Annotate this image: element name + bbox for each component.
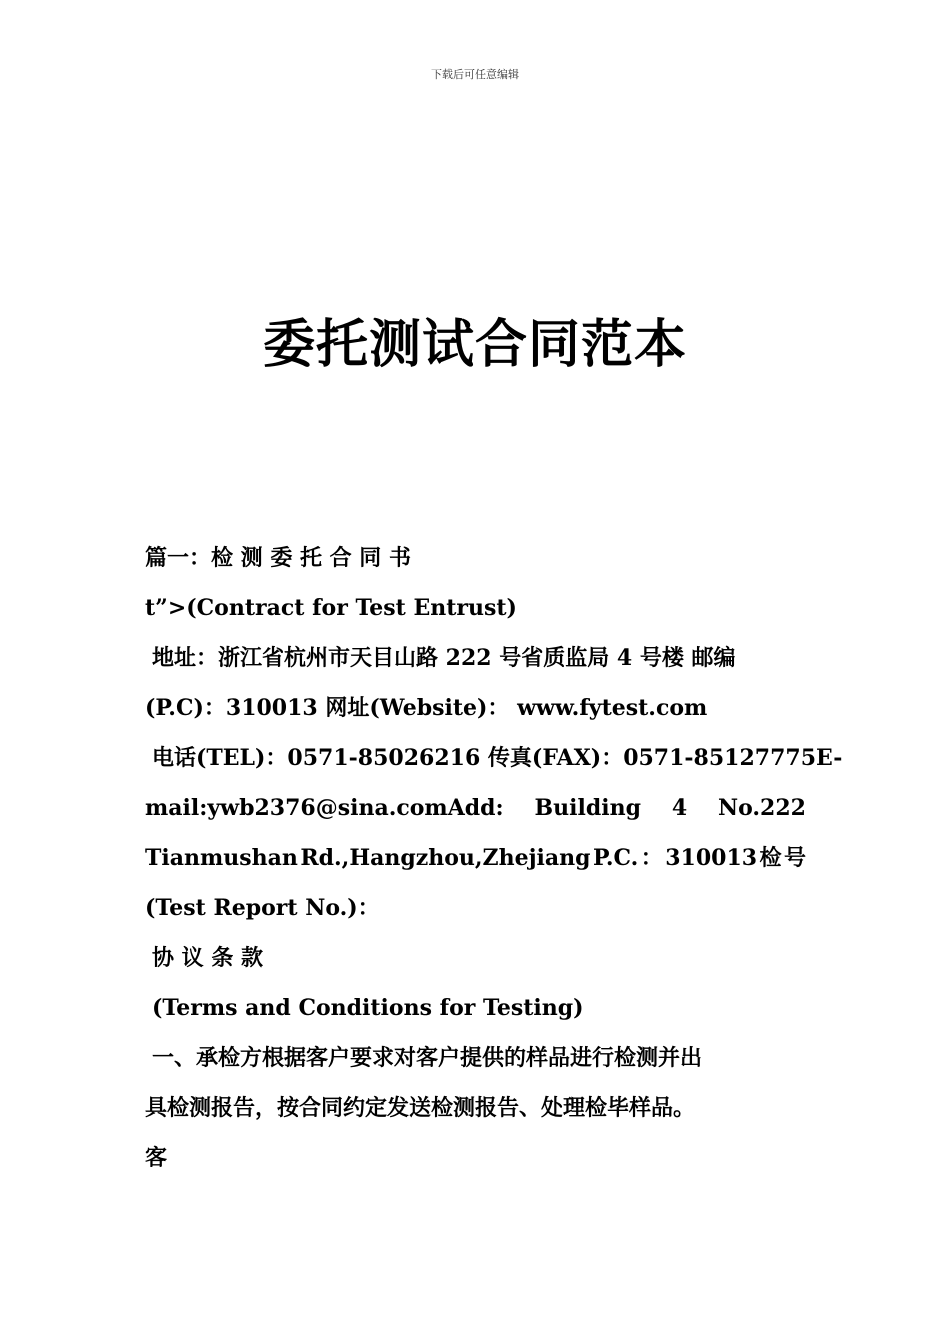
clause-1-line-2: 具检测报告，按合同约定发送检测报告、处理检毕样品。 xyxy=(145,1095,696,1121)
email-part-4: No.222 xyxy=(718,795,806,821)
addr-part-4: ： xyxy=(640,845,663,871)
addr-part-1: Tianmushan xyxy=(145,845,298,871)
test-report-number: (Test Report No.)： xyxy=(145,895,380,921)
addr-part-5: 310013 xyxy=(665,845,758,871)
addr-part-6: 检 xyxy=(759,845,782,871)
contract-english-title: t”>(Contract for Test Entrust) xyxy=(145,595,517,621)
addr-part-2: Rd.,Hangzhou,Zhejiang xyxy=(300,845,591,871)
page-header: 下载后可任意编辑 xyxy=(431,68,519,81)
terms-heading-cn: 协 议 条 款 xyxy=(152,945,263,971)
addr-part-3: P.C. xyxy=(593,845,639,871)
email-part-2: Building xyxy=(534,795,641,821)
document-body xyxy=(145,533,843,1183)
english-address-line xyxy=(145,833,806,883)
phone-fax-line: 电话(TEL)：0571-85026216 传真(FAX)：0571-85127775E- xyxy=(152,745,843,771)
document-title: 委托测试合同范本 xyxy=(262,315,687,375)
addr-part-7: 号 xyxy=(783,845,806,871)
section-heading: 篇一：检 测 委 托 合 同 书 xyxy=(145,545,411,571)
email-part-3: 4 xyxy=(671,795,688,821)
address-line-1: 地址：浙江省杭州市天目山路 222 号省质监局 4 号楼 邮编 xyxy=(152,645,736,671)
clause-1-line-3: 客 xyxy=(145,1145,168,1171)
clause-1-line-1: 一、承检方根据客户要求对客户提供的样品进行检测并出 xyxy=(152,1045,703,1071)
email-address-line xyxy=(145,783,806,833)
email-part-1: mail:ywb2376@sina.comAdd: xyxy=(145,795,504,821)
terms-heading-en: (Terms and Conditions for Testing) xyxy=(152,995,584,1021)
address-line-2: (P.C)：310013 网址(Website)： www.fytest.com xyxy=(145,695,708,721)
